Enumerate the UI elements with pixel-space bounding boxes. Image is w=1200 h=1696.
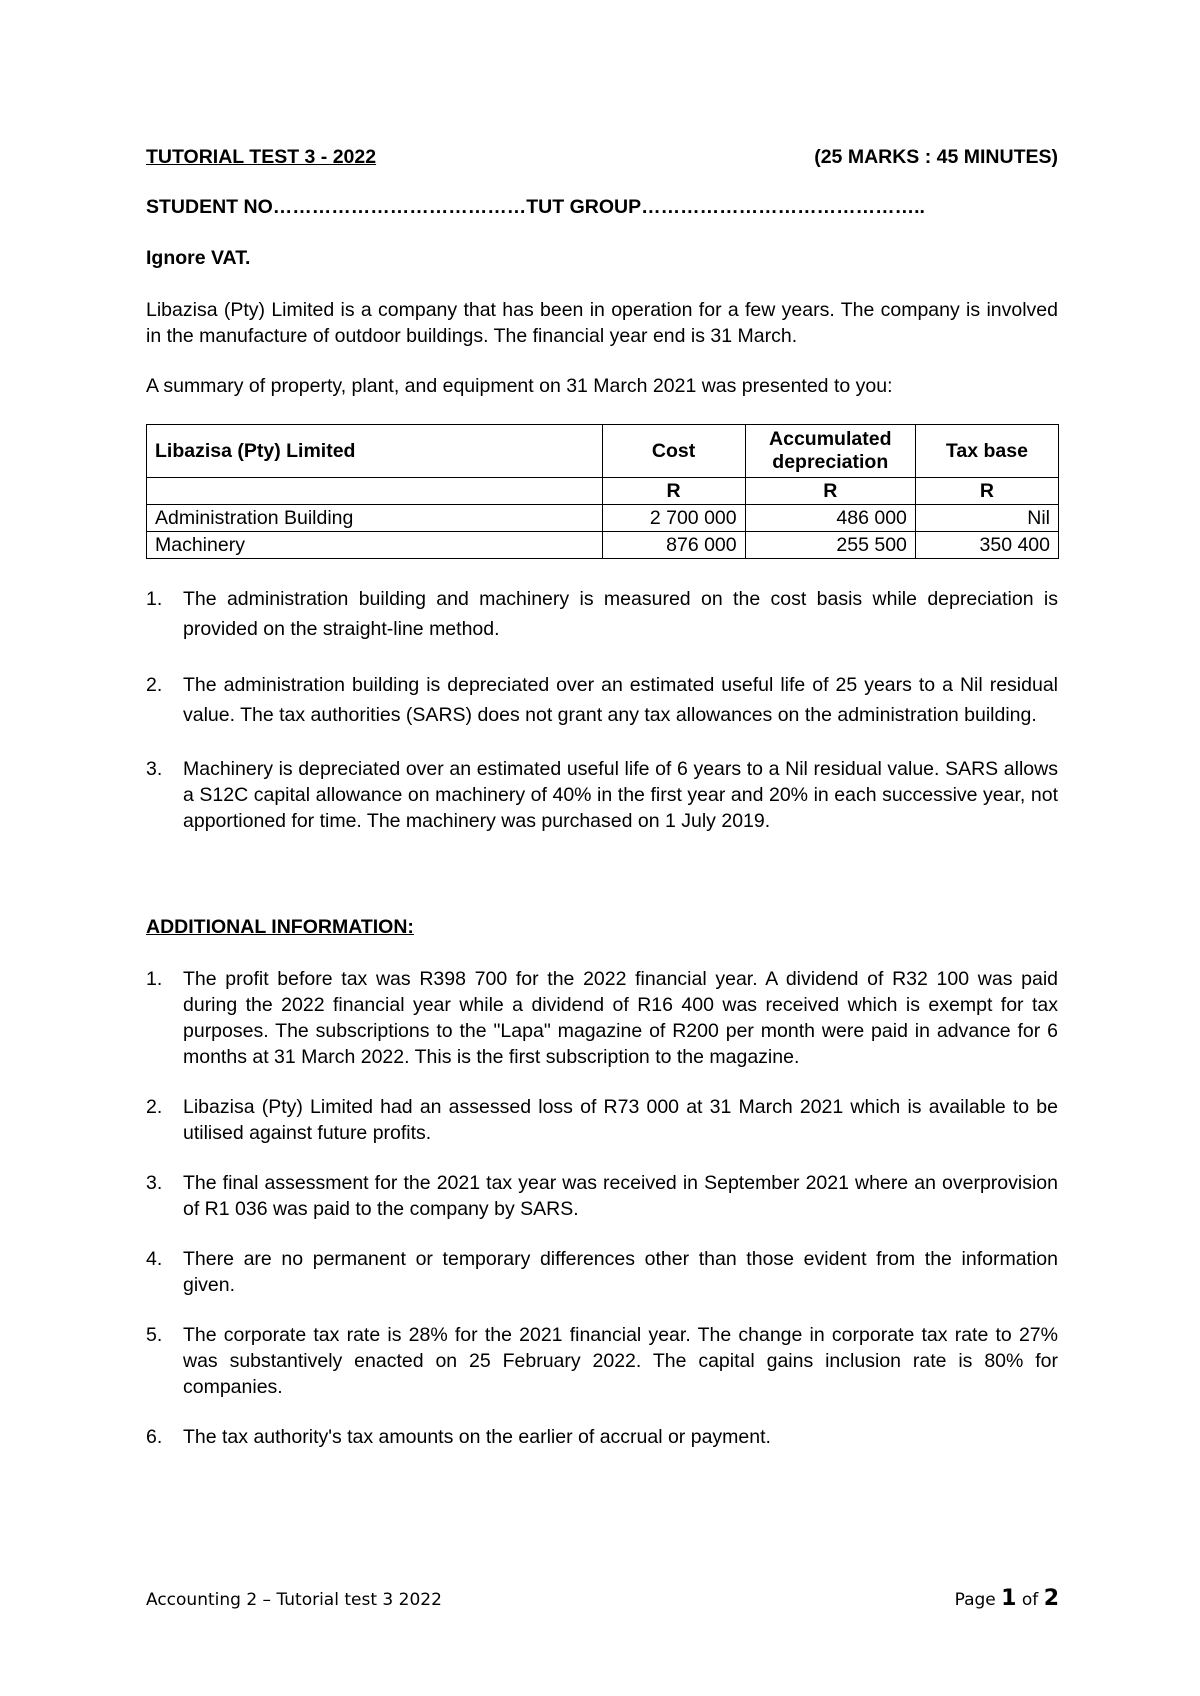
- list-item-text: Machinery is depreciated over an estimated useful life of 6 years to a Nil residual value. SARS allows a S12C capital allowance on machinery of 40% in the first year and 20% in each successive year, not apportioned for time. The machinery was purchased on 1 July 2019.: [183, 758, 1058, 832]
- unit-cost: R: [602, 478, 745, 505]
- list-item: [146, 1424, 1058, 1450]
- row-tax-base: Nil: [915, 505, 1058, 532]
- list-item: [146, 1170, 1058, 1222]
- list-item: [146, 756, 1058, 834]
- ignore-vat-instruction: Ignore VAT.: [146, 247, 251, 269]
- page-footer: [146, 1586, 1059, 1616]
- summary-intro: A summary of property, plant, and equipment on 31 March 2021 was presented to you:: [146, 375, 893, 397]
- row-cost: 876 000: [602, 532, 745, 559]
- unit-tax-base: R: [915, 478, 1058, 505]
- row-cost: 2 700 000: [602, 505, 745, 532]
- of-word: of: [1021, 1590, 1039, 1610]
- list-item: [146, 670, 1058, 730]
- list-item: [146, 1322, 1058, 1400]
- footer-course-label: Accounting 2 – Tutorial test 3 2022: [146, 1590, 442, 1610]
- unit-blank: [147, 478, 603, 505]
- list-item-text: The final assessment for the 2021 tax year was received in September 2021 where an overprovision of R1 036 was paid to the company by SARS.: [183, 1172, 1058, 1220]
- list-item: [146, 1094, 1058, 1146]
- list-item-text: The tax authority's tax amounts on the earlier of accrual or payment.: [183, 1426, 771, 1448]
- list-item-text: The administration building is depreciated over an estimated useful life of 25 years to a Nil residual value. The tax authorities (SARS) does not grant any tax allowances on the administration building.: [183, 674, 1058, 726]
- header-company: Libazisa (Pty) Limited: [147, 425, 603, 478]
- header-accumulated-depreciation: [745, 425, 915, 478]
- list-item-text: There are no permanent or temporary differences other than those evident from the information given.: [183, 1248, 1058, 1296]
- row-acc-dep: 486 000: [745, 505, 915, 532]
- row-tax-base: 350 400: [915, 532, 1058, 559]
- list-item-number: 1.: [146, 588, 163, 610]
- additional-info-list: [146, 966, 1058, 1450]
- list-item-number: 5.: [146, 1324, 163, 1346]
- row-acc-dep: 255 500: [745, 532, 915, 559]
- list-item-number: 3.: [146, 758, 163, 780]
- list-item: [146, 584, 1058, 644]
- table-header-row: [147, 425, 1059, 478]
- notes-list: [146, 584, 1058, 834]
- row-label: Machinery: [147, 532, 603, 559]
- list-item-text: The profit before tax was R398 700 for the 2022 financial year. A dividend of R32 100 was paid during the 2022 financial year while a dividend of R16 400 was received which is exempt for tax purposes. The subscriptions to the "Lapa" magazine of R200 per month were paid in advance for 6 months at 31 March 2022. This is the first subscription to the magazine.: [183, 968, 1058, 1068]
- test-title: TUTORIAL TEST 3 - 2022: [146, 146, 377, 168]
- table-row: [147, 505, 1059, 532]
- list-item: [146, 1246, 1058, 1298]
- list-item-number: 3.: [146, 1172, 163, 1194]
- list-item-number: 2.: [146, 674, 163, 696]
- header-tax-base: Tax base: [915, 425, 1058, 478]
- title-row: [146, 146, 1058, 174]
- unit-acc-dep: R: [745, 478, 915, 505]
- additional-info-heading: ADDITIONAL INFORMATION:: [146, 916, 414, 938]
- list-item-number: 4.: [146, 1248, 163, 1270]
- list-item-text: Libazisa (Pty) Limited had an assessed loss of R73 000 at 31 March 2021 which is available to be utilised against future profits.: [183, 1096, 1058, 1144]
- table-units-row: [147, 478, 1059, 505]
- list-item-number: 6.: [146, 1426, 163, 1448]
- list-item-text: The administration building and machinery is measured on the cost basis while depreciation is provided on the straight-line method.: [183, 588, 1058, 640]
- page-number: [955, 1586, 1059, 1611]
- table-row: [147, 532, 1059, 559]
- list-item-text: The corporate tax rate is 28% for the 2021 financial year. The change in corporate tax rate to 27% was substantively enacted on 25 February 2022. The capital gains inclusion rate is 80% for companies.: [183, 1324, 1058, 1398]
- list-item-number: 1.: [146, 968, 163, 990]
- row-label: Administration Building: [147, 505, 603, 532]
- page-word: Page: [954, 1590, 996, 1610]
- list-item-number: 2.: [146, 1096, 163, 1118]
- ppe-table: [146, 424, 1059, 559]
- header-accumulated-depreciation-text: Accumulated depreciation: [769, 428, 892, 473]
- total-pages: 2: [1043, 1586, 1059, 1611]
- list-item: [146, 966, 1058, 1070]
- company-intro: Libazisa (Pty) Limited is a company that has been in operation for a few years. The company is involved in the manufacture of outdoor buildings. The financial year end is 31 March.: [146, 299, 1058, 347]
- student-details-line: STUDENT NO…………………………………TUT GROUP……………………………………..: [146, 196, 925, 218]
- header-cost: Cost: [602, 425, 745, 478]
- current-page: 1: [1001, 1586, 1017, 1611]
- marks-duration: (25 MARKS : 45 MINUTES): [814, 146, 1058, 168]
